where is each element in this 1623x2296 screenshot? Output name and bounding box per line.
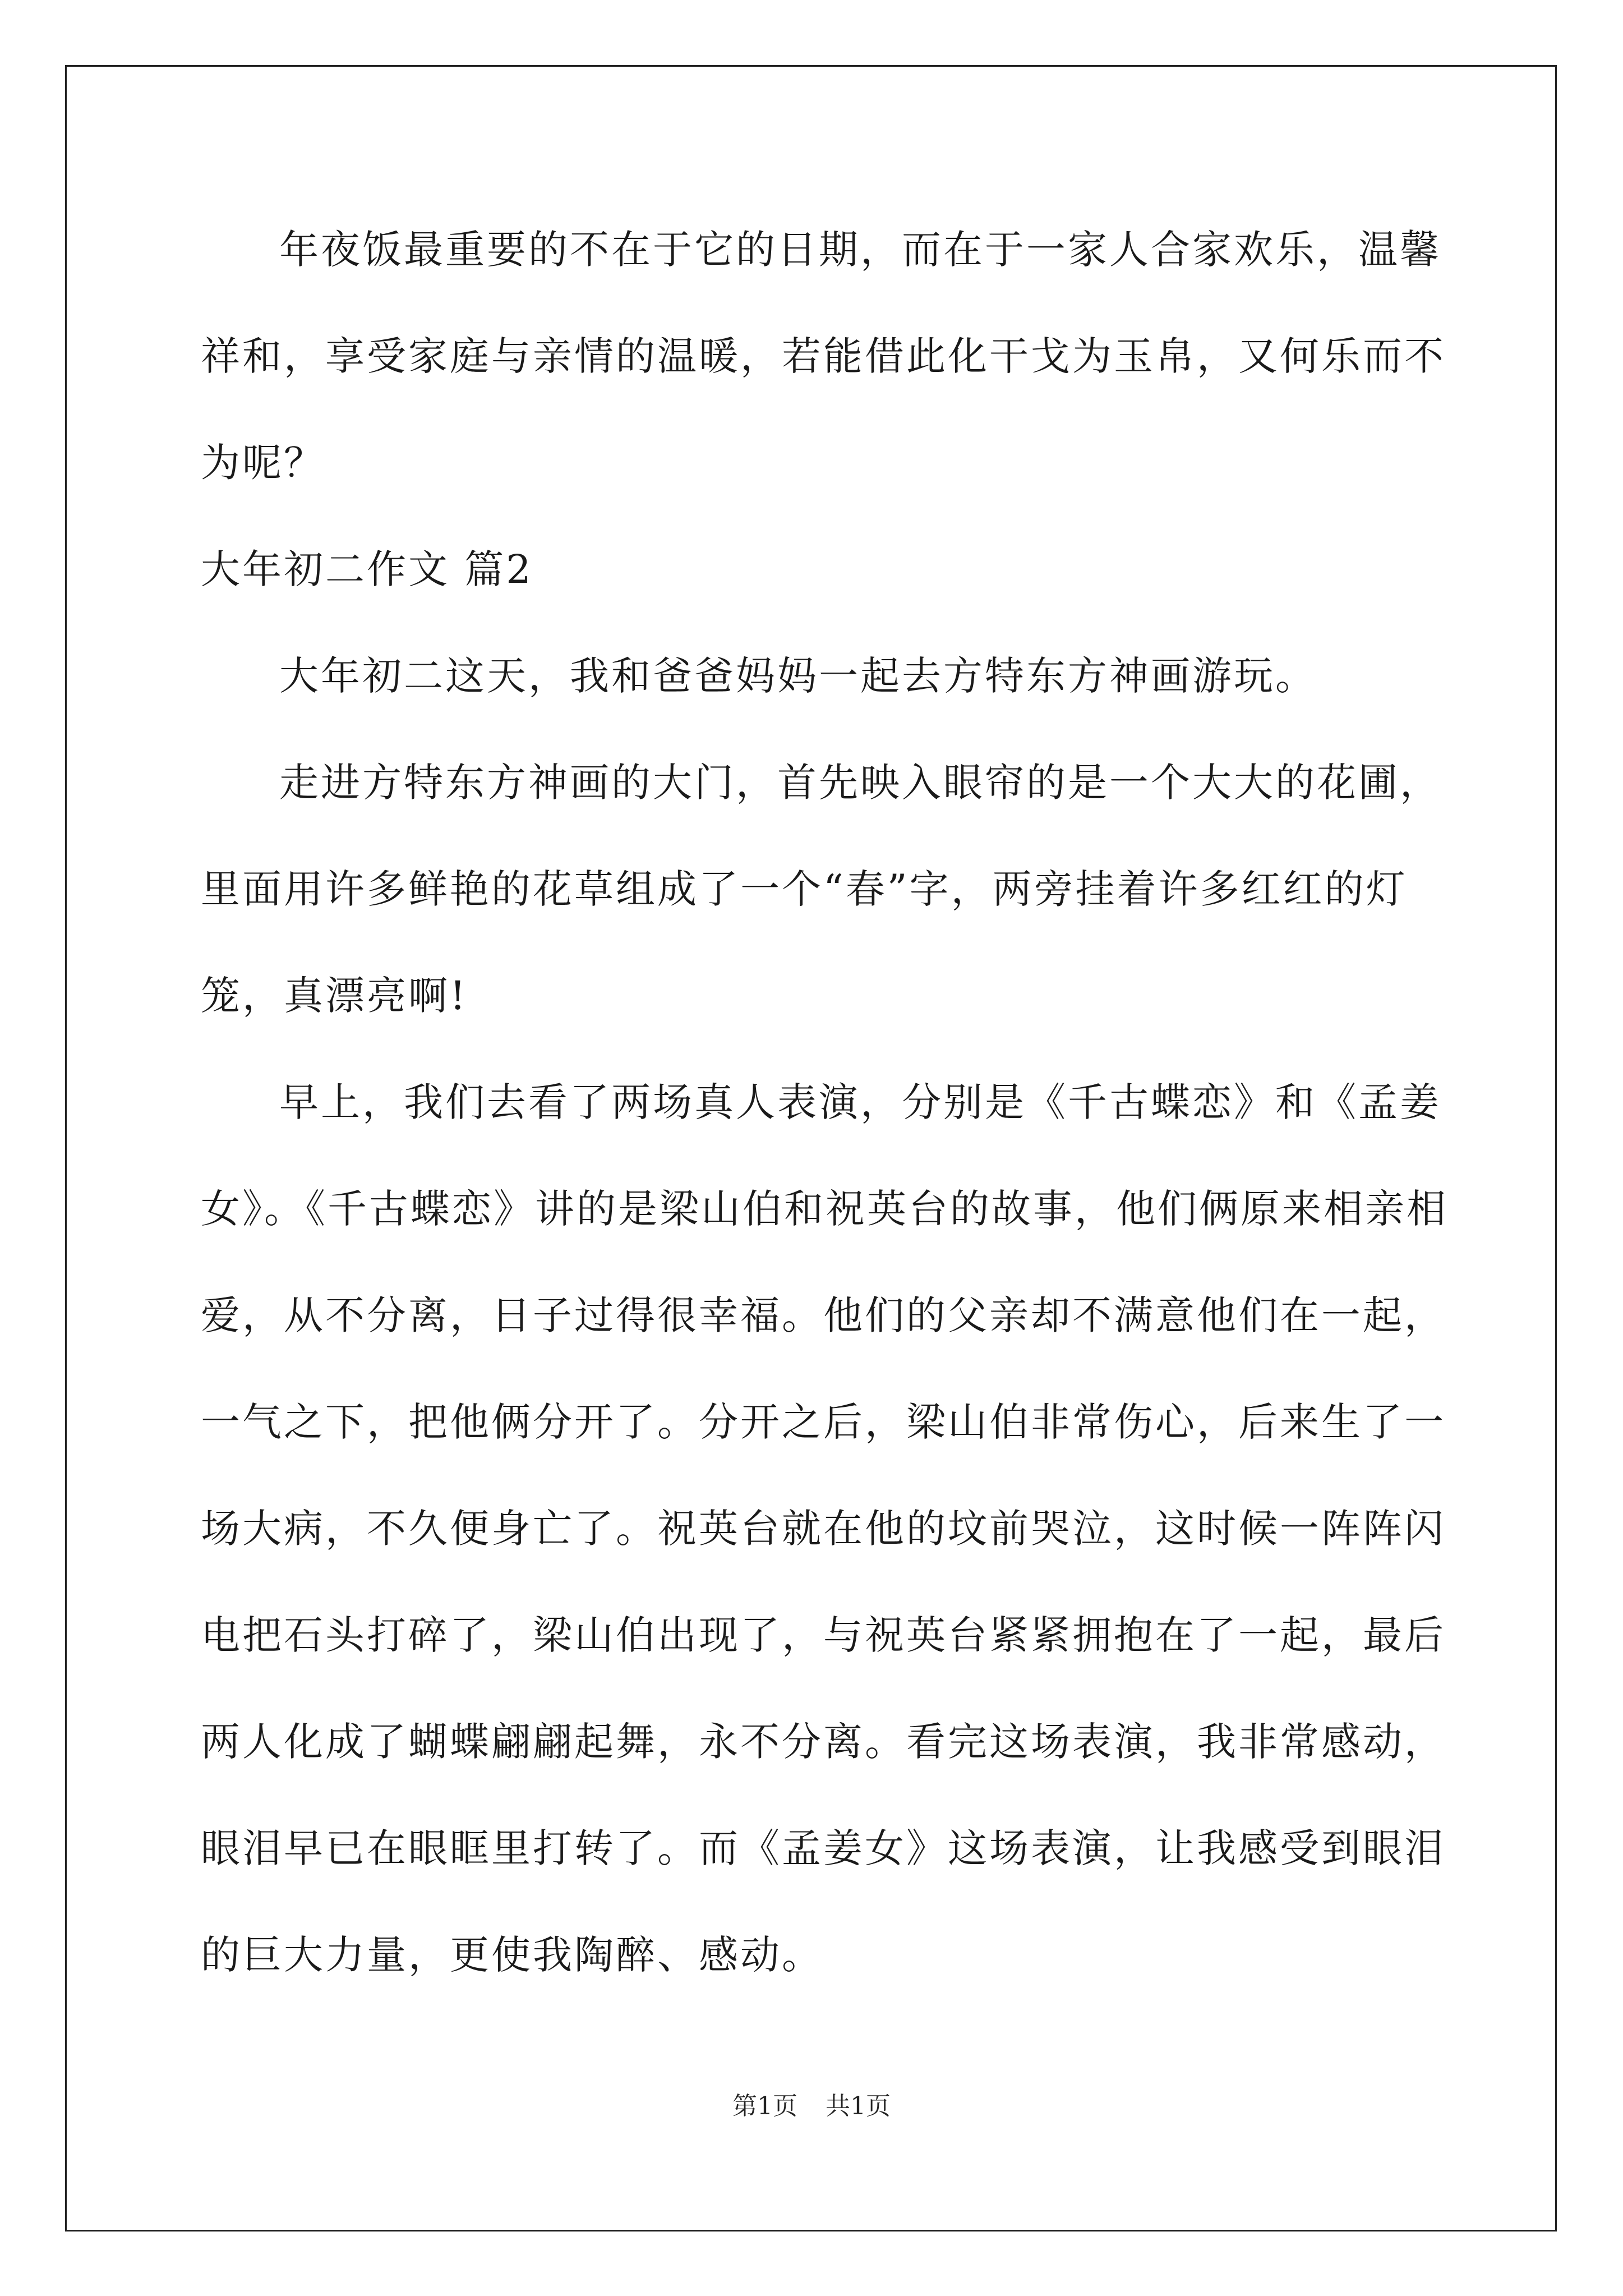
- paragraph-line: 爱，从不分离，日子过得很幸福。他们的父亲却不满意他们在一起，: [201, 1292, 1446, 1338]
- paragraph-line: 电把石头打碎了，梁山伯出现了，与祝英台紧紧拥抱在了一起，最后: [201, 1612, 1446, 1658]
- page-border: [65, 65, 1557, 2231]
- paragraph-line: 大年初二这天，我和爸爸妈妈一起去方特东方神画游玩。: [279, 653, 1317, 699]
- paragraph-line: 早上，我们去看了两场真人表演，分别是《千古蝶恋》和《孟姜: [279, 1079, 1441, 1125]
- page-footer: [0, 2090, 1623, 2123]
- paragraph-line: 里面用许多鲜艳的花草组成了一个“春”字，两旁挂着许多红红的灯: [201, 866, 1408, 912]
- paragraph-line: 场大病，不久便身亡了。祝英台就在他的坟前哭泣，这时候一阵阵闪: [201, 1506, 1446, 1552]
- paragraph-line: 笼，真漂亮啊!: [201, 973, 468, 1019]
- paragraph-line: 眼泪早已在眼眶里打转了。而《孟姜女》这场表演，让我感受到眼泪: [201, 1825, 1446, 1871]
- paragraph-line: 一气之下，把他俩分开了。分开之后，梁山伯非常伤心，后来生了一: [201, 1399, 1446, 1445]
- paragraph-line: 两人化成了蝴蝶翩翩起舞，永不分离。看完这场表演，我非常感动，: [201, 1719, 1446, 1765]
- paragraph-line: 的巨大力量，更使我陶醉、感动。: [201, 1932, 823, 1978]
- paragraph-line: 年夜饭最重要的不在于它的日期，而在于一家人合家欢乐，温馨: [279, 227, 1441, 273]
- paragraph-line: 走进方特东方神画的大门，首先映入眼帘的是一个大大的花圃，: [279, 760, 1441, 806]
- section-heading: 大年初二作文 篇2: [201, 546, 533, 592]
- paragraph-line: 祥和，享受家庭与亲情的温暖，若能借此化干戈为玉帛，又何乐而不: [201, 333, 1446, 379]
- page-number: 第1页: [732, 2092, 797, 2120]
- paragraph-line: 女》。《千古蝶恋》讲的是梁山伯和祝英台的故事，他们俩原来相亲相: [201, 1186, 1448, 1232]
- page-total: 共1页: [826, 2092, 891, 2120]
- paragraph-line: 为呢？: [201, 440, 325, 486]
